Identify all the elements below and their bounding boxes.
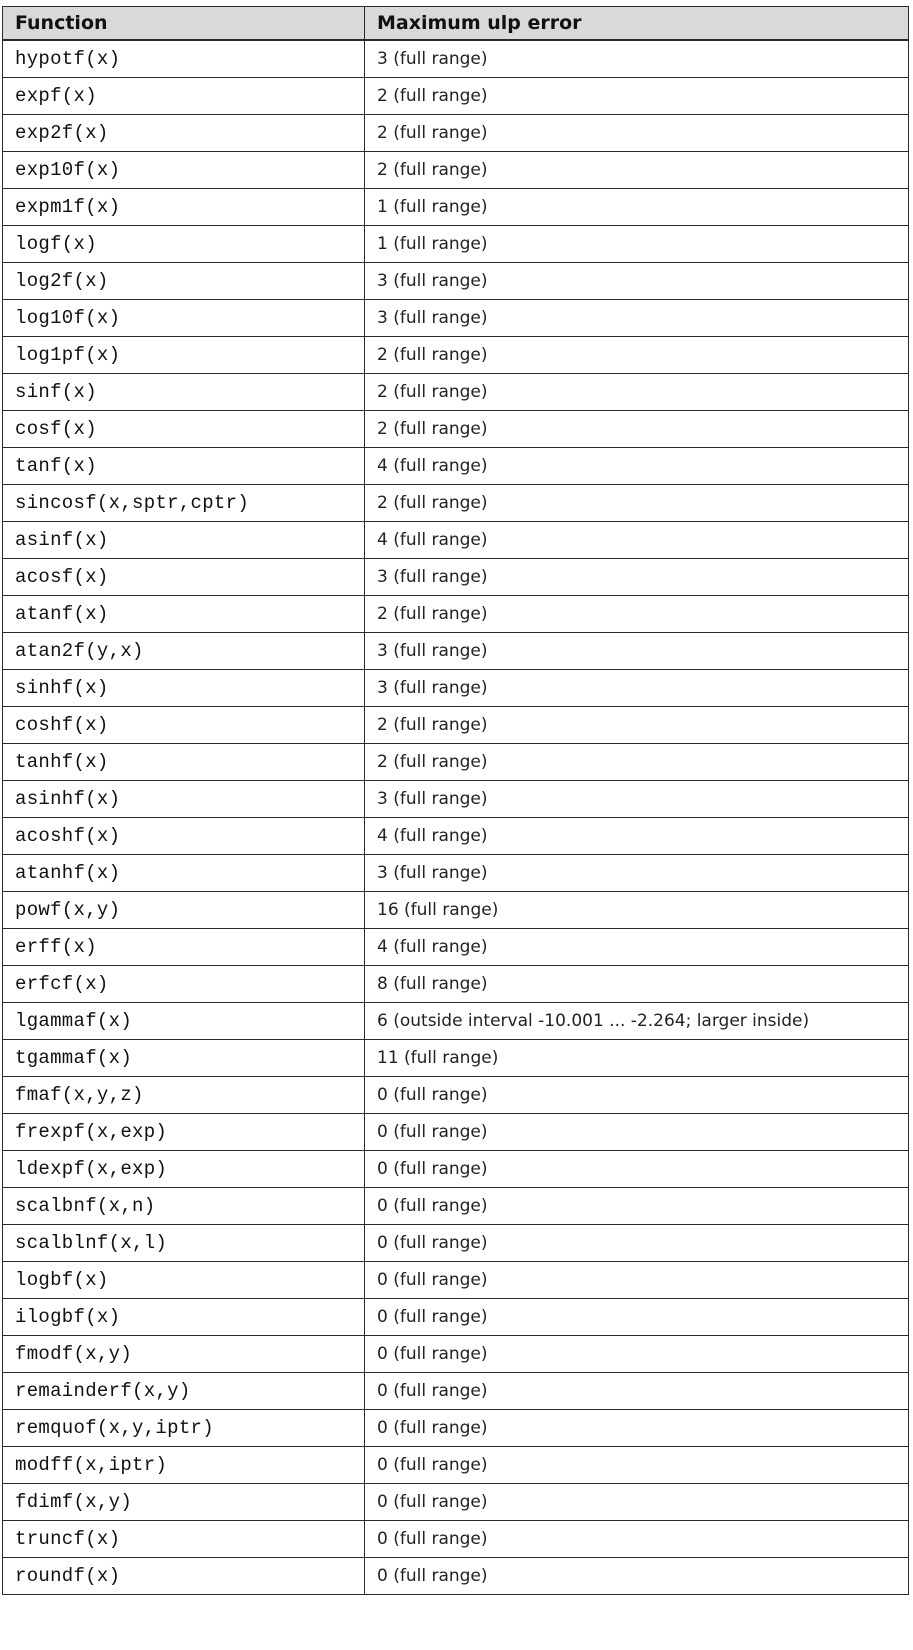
error-column-header: Maximum ulp error bbox=[365, 7, 909, 41]
table-row bbox=[3, 448, 909, 485]
error-cell: 3 (full range) bbox=[365, 40, 909, 78]
error-cell: 0 (full range) bbox=[365, 1410, 909, 1447]
error-cell: 3 (full range) bbox=[365, 855, 909, 892]
error-cell: 3 (full range) bbox=[365, 263, 909, 300]
table-row bbox=[3, 374, 909, 411]
table-row bbox=[3, 1077, 909, 1114]
table-row bbox=[3, 485, 909, 522]
table-row bbox=[3, 1373, 909, 1410]
function-cell: sinhf(x) bbox=[3, 670, 365, 707]
function-cell: modff(x,iptr) bbox=[3, 1447, 365, 1484]
error-cell: 4 (full range) bbox=[365, 522, 909, 559]
table-row bbox=[3, 1410, 909, 1447]
error-cell: 8 (full range) bbox=[365, 966, 909, 1003]
function-cell: hypotf(x) bbox=[3, 40, 365, 78]
function-cell: fdimf(x,y) bbox=[3, 1484, 365, 1521]
error-cell: 2 (full range) bbox=[365, 337, 909, 374]
function-cell: logbf(x) bbox=[3, 1262, 365, 1299]
table-row bbox=[3, 855, 909, 892]
function-cell: scalbnf(x,n) bbox=[3, 1188, 365, 1225]
function-cell: erfcf(x) bbox=[3, 966, 365, 1003]
function-cell: erff(x) bbox=[3, 929, 365, 966]
function-cell: exp2f(x) bbox=[3, 115, 365, 152]
function-cell: roundf(x) bbox=[3, 1558, 365, 1595]
error-cell: 16 (full range) bbox=[365, 892, 909, 929]
table-row bbox=[3, 263, 909, 300]
ulp-error-table bbox=[2, 6, 909, 1595]
error-cell: 3 (full range) bbox=[365, 633, 909, 670]
table-row bbox=[3, 1336, 909, 1373]
table-row bbox=[3, 1262, 909, 1299]
table-row bbox=[3, 596, 909, 633]
function-cell: remainderf(x,y) bbox=[3, 1373, 365, 1410]
function-cell: atanhf(x) bbox=[3, 855, 365, 892]
function-cell: sincosf(x,sptr,cptr) bbox=[3, 485, 365, 522]
error-cell: 2 (full range) bbox=[365, 78, 909, 115]
error-cell: 0 (full range) bbox=[365, 1299, 909, 1336]
table-row bbox=[3, 78, 909, 115]
error-cell: 2 (full range) bbox=[365, 115, 909, 152]
error-cell: 4 (full range) bbox=[365, 448, 909, 485]
error-cell: 6 (outside interval -10.001 ... -2.264; larger inside) bbox=[365, 1003, 909, 1040]
error-cell: 1 (full range) bbox=[365, 226, 909, 263]
table-row bbox=[3, 966, 909, 1003]
function-cell: log1pf(x) bbox=[3, 337, 365, 374]
function-cell: acosf(x) bbox=[3, 559, 365, 596]
table-row bbox=[3, 1003, 909, 1040]
error-cell: 0 (full range) bbox=[365, 1114, 909, 1151]
error-cell: 2 (full range) bbox=[365, 744, 909, 781]
table-row bbox=[3, 929, 909, 966]
function-cell: sinf(x) bbox=[3, 374, 365, 411]
error-cell: 2 (full range) bbox=[365, 152, 909, 189]
error-cell: 11 (full range) bbox=[365, 1040, 909, 1077]
table-row bbox=[3, 152, 909, 189]
table-row bbox=[3, 1299, 909, 1336]
table-row bbox=[3, 781, 909, 818]
function-cell: log2f(x) bbox=[3, 263, 365, 300]
table-row bbox=[3, 226, 909, 263]
function-cell: remquof(x,y,iptr) bbox=[3, 1410, 365, 1447]
error-cell: 1 (full range) bbox=[365, 189, 909, 226]
table-row bbox=[3, 670, 909, 707]
table-row bbox=[3, 1558, 909, 1595]
table-body bbox=[3, 40, 909, 1595]
table-row bbox=[3, 1040, 909, 1077]
function-cell: exp10f(x) bbox=[3, 152, 365, 189]
function-cell: asinf(x) bbox=[3, 522, 365, 559]
table-row bbox=[3, 189, 909, 226]
function-cell: frexpf(x,exp) bbox=[3, 1114, 365, 1151]
function-cell: tanhf(x) bbox=[3, 744, 365, 781]
table-row bbox=[3, 115, 909, 152]
error-cell: 0 (full range) bbox=[365, 1336, 909, 1373]
table-row bbox=[3, 1188, 909, 1225]
function-cell: fmaf(x,y,z) bbox=[3, 1077, 365, 1114]
table-row bbox=[3, 1225, 909, 1262]
table-row bbox=[3, 633, 909, 670]
table-row bbox=[3, 1521, 909, 1558]
function-cell: fmodf(x,y) bbox=[3, 1336, 365, 1373]
function-cell: asinhf(x) bbox=[3, 781, 365, 818]
function-cell: acoshf(x) bbox=[3, 818, 365, 855]
error-cell: 0 (full range) bbox=[365, 1521, 909, 1558]
table-row bbox=[3, 744, 909, 781]
table-row bbox=[3, 707, 909, 744]
error-cell: 2 (full range) bbox=[365, 411, 909, 448]
table-row bbox=[3, 40, 909, 78]
error-cell: 0 (full range) bbox=[365, 1262, 909, 1299]
function-cell: atanf(x) bbox=[3, 596, 365, 633]
table-row bbox=[3, 1484, 909, 1521]
table-row bbox=[3, 522, 909, 559]
error-cell: 2 (full range) bbox=[365, 596, 909, 633]
error-cell: 3 (full range) bbox=[365, 300, 909, 337]
function-cell: log10f(x) bbox=[3, 300, 365, 337]
table-row bbox=[3, 300, 909, 337]
function-cell: atan2f(y,x) bbox=[3, 633, 365, 670]
error-cell: 0 (full range) bbox=[365, 1447, 909, 1484]
error-cell: 2 (full range) bbox=[365, 485, 909, 522]
table-row bbox=[3, 411, 909, 448]
error-cell: 2 (full range) bbox=[365, 707, 909, 744]
error-cell: 0 (full range) bbox=[365, 1484, 909, 1521]
function-cell: powf(x,y) bbox=[3, 892, 365, 929]
error-cell: 3 (full range) bbox=[365, 781, 909, 818]
error-cell: 0 (full range) bbox=[365, 1373, 909, 1410]
table-row bbox=[3, 1151, 909, 1188]
function-cell: lgammaf(x) bbox=[3, 1003, 365, 1040]
function-cell: logf(x) bbox=[3, 226, 365, 263]
table-row bbox=[3, 818, 909, 855]
error-cell: 0 (full range) bbox=[365, 1558, 909, 1595]
function-cell: cosf(x) bbox=[3, 411, 365, 448]
error-cell: 0 (full range) bbox=[365, 1225, 909, 1262]
header-row bbox=[3, 7, 909, 41]
table-row bbox=[3, 1447, 909, 1484]
function-cell: tanf(x) bbox=[3, 448, 365, 485]
function-cell: expm1f(x) bbox=[3, 189, 365, 226]
function-column-header: Function bbox=[3, 7, 365, 41]
error-cell: 4 (full range) bbox=[365, 929, 909, 966]
error-cell: 4 (full range) bbox=[365, 818, 909, 855]
error-cell: 0 (full range) bbox=[365, 1188, 909, 1225]
table-header bbox=[3, 7, 909, 41]
error-cell: 0 (full range) bbox=[365, 1077, 909, 1114]
table-row bbox=[3, 892, 909, 929]
function-cell: ldexpf(x,exp) bbox=[3, 1151, 365, 1188]
error-cell: 3 (full range) bbox=[365, 559, 909, 596]
function-cell: truncf(x) bbox=[3, 1521, 365, 1558]
error-cell: 2 (full range) bbox=[365, 374, 909, 411]
table-row bbox=[3, 1114, 909, 1151]
function-cell: ilogbf(x) bbox=[3, 1299, 365, 1336]
table-row bbox=[3, 559, 909, 596]
function-cell: expf(x) bbox=[3, 78, 365, 115]
function-cell: scalblnf(x,l) bbox=[3, 1225, 365, 1262]
error-cell: 3 (full range) bbox=[365, 670, 909, 707]
error-cell: 0 (full range) bbox=[365, 1151, 909, 1188]
table-row bbox=[3, 337, 909, 374]
function-cell: coshf(x) bbox=[3, 707, 365, 744]
function-cell: tgammaf(x) bbox=[3, 1040, 365, 1077]
